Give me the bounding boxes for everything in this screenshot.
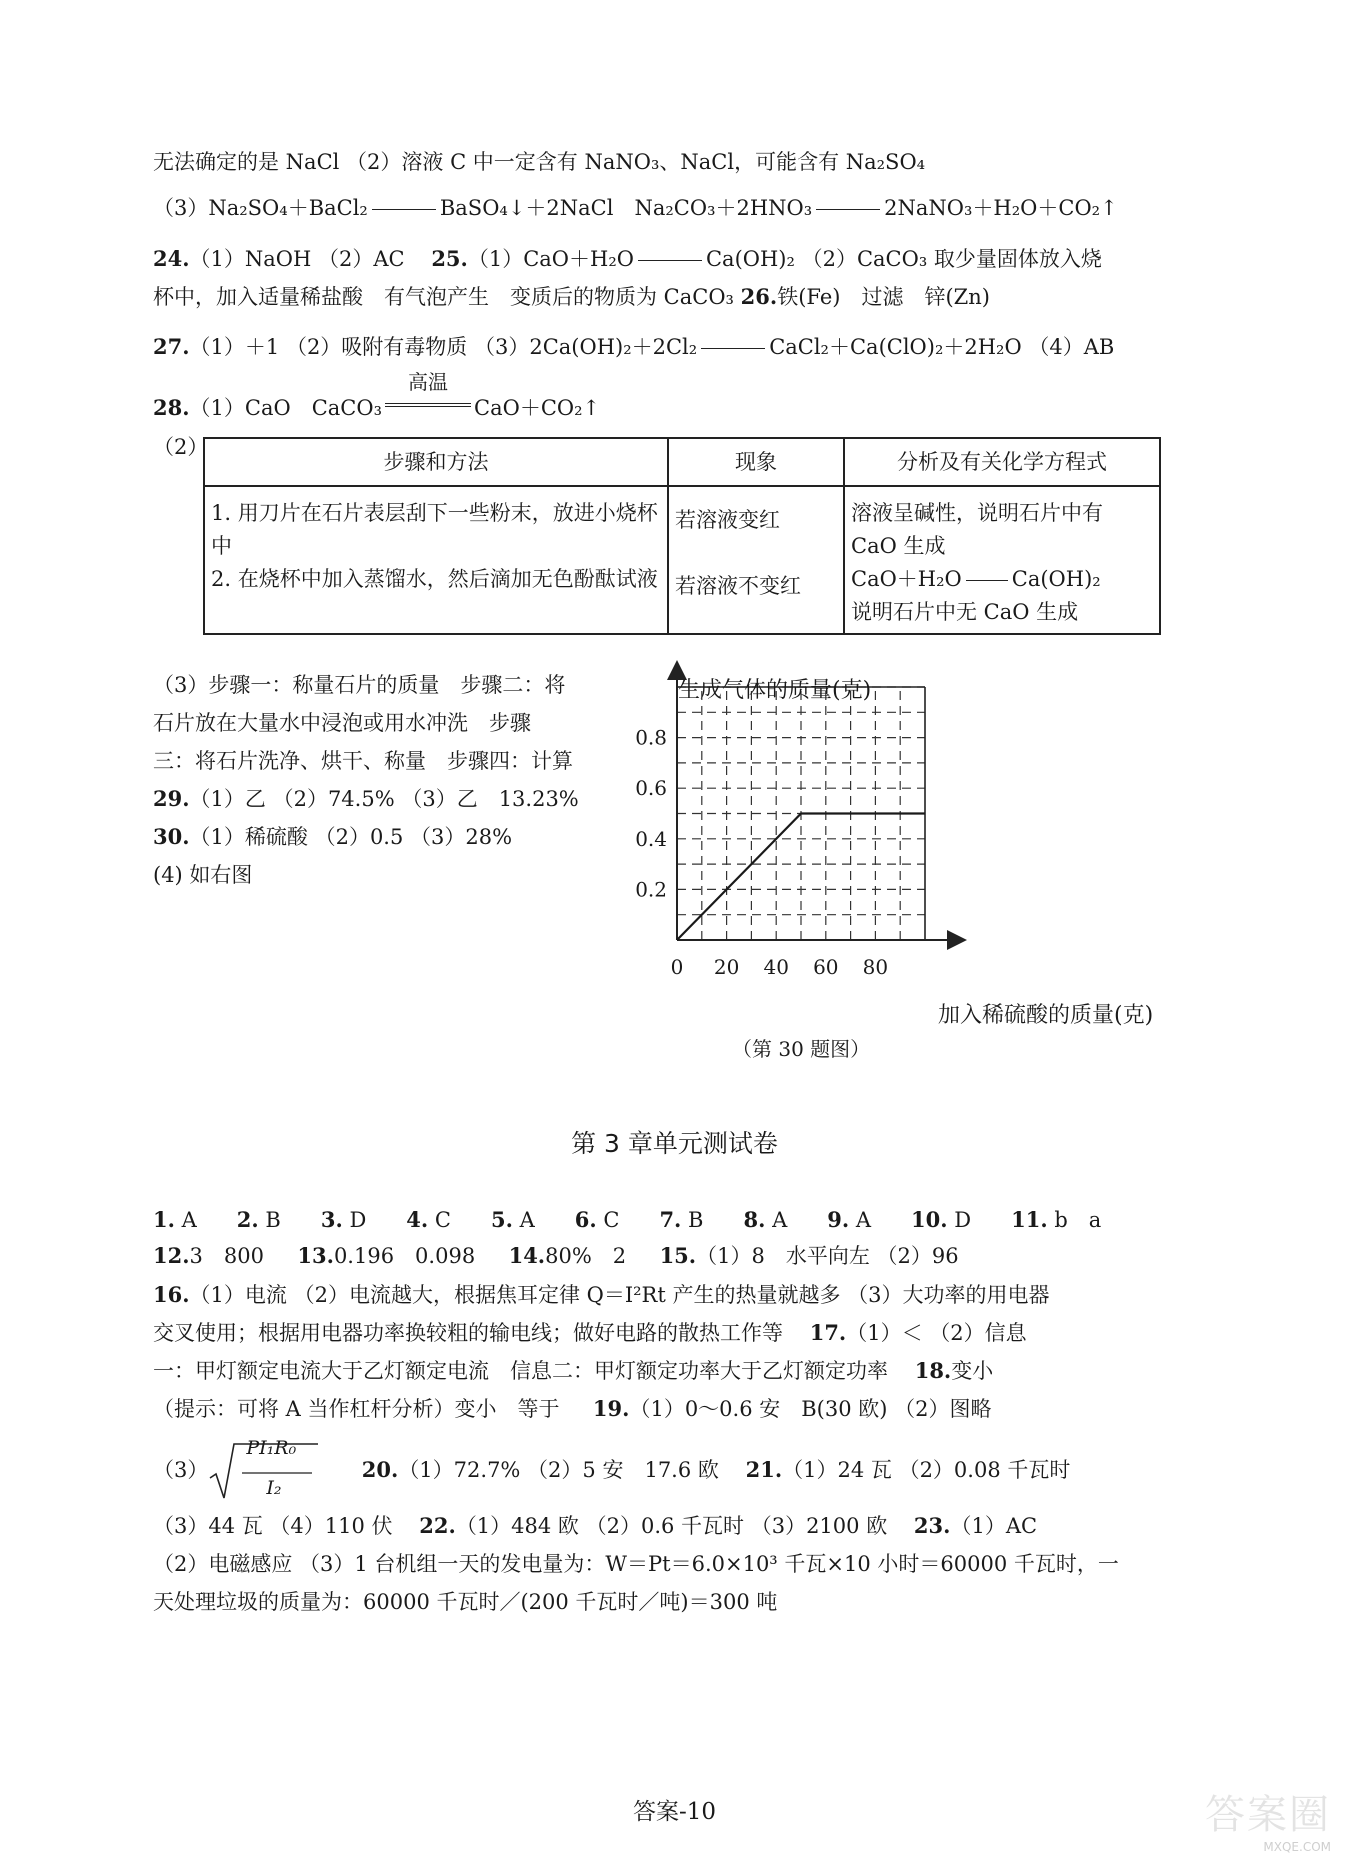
line-text: （2）电磁感应 （3）1 台机组一天的发电量为：W＝Pt＝6.0×10³ 千瓦×10 小时＝60000 千瓦时，一 [153, 1552, 1119, 1576]
line-text: 80% 2 [545, 1244, 627, 1268]
question-number: 5. [490, 1207, 513, 1232]
analysis-text: Ca(OH)₂ [1011, 567, 1101, 591]
line-text: 一：甲灯额定电流大于乙灯额定电流 信息二：甲灯额定功率大于乙灯额定功率 [153, 1359, 888, 1383]
answer-line [153, 1394, 992, 1424]
mc-answer [153, 1208, 197, 1232]
answer-line [153, 1511, 1037, 1541]
answer-value: D [342, 1208, 367, 1232]
line-text: 三：将石片洗净、烘干、称量 步骤四：计算 [153, 749, 573, 773]
table-header-row [204, 438, 1160, 486]
answer-line [153, 1280, 1050, 1310]
answer-line [153, 432, 208, 462]
steps-cell [204, 486, 668, 634]
x-tick-label: 80 [862, 955, 889, 979]
question-number: 12. [153, 1243, 190, 1268]
watermark [1205, 1783, 1331, 1854]
analysis-text: 溶液呈碱性，说明石片中有 CaO 生成 [851, 501, 1103, 558]
answer-line [153, 370, 601, 423]
question-number: 21. [745, 1457, 783, 1482]
page-number: 答案-10 [632, 1799, 717, 1825]
answer-line [153, 708, 531, 738]
line-text: （1）AC [950, 1514, 1038, 1538]
answer-value: D [947, 1208, 972, 1232]
x-tick-label: 0 [670, 955, 684, 979]
question-number: 14. [508, 1243, 546, 1268]
line-text: （1）CaO CaCO₃ [189, 396, 383, 420]
answer-value: C [428, 1208, 451, 1232]
step-text: 2. 在烧杯中加入蒸馏水，然后滴加无色酚酞试液 [211, 567, 658, 591]
line-text: CaCl₂＋Ca(ClO)₂＋2H₂O （4）AB [769, 335, 1115, 359]
question-number: 7. [659, 1207, 682, 1232]
mc-answer [321, 1208, 366, 1232]
line-text: （提示：可将 A 当作杠杆分析）变小 等于 [153, 1397, 560, 1421]
line-text: BaSO₄↓＋2NaCl Na₂CO₃＋2HNO₃ [439, 196, 813, 220]
line-text: （1）24 瓦 （2）0.08 千瓦时 [782, 1458, 1071, 1482]
column-header: 现象 [668, 438, 844, 486]
answer-line [153, 1549, 1119, 1579]
line-text: (4) 如右图 [153, 863, 253, 887]
equals-sign [372, 209, 436, 210]
line-text: 铁(Fe) 过滤 锌(Zn) [777, 285, 990, 309]
answer-value: A [512, 1208, 535, 1232]
line-text: （1）0～0.6 安 B(30 欧) （2）图略 [629, 1397, 992, 1421]
equals-sign [701, 348, 765, 349]
answer-value: B [258, 1208, 281, 1232]
question-number: 3. [320, 1207, 343, 1232]
answer-value: A [765, 1208, 788, 1232]
line-text: （3） [153, 1458, 209, 1482]
mc-answer [827, 1208, 871, 1232]
line-text: （1）稀硫酸 （2）0.5 （3）28% [189, 825, 513, 849]
line-text: 变小 [951, 1359, 994, 1383]
column-header: 分析及有关化学方程式 [844, 438, 1160, 486]
question-number: 22. [419, 1513, 456, 1538]
line-text: CaO＋CO₂↑ [474, 396, 601, 420]
answer-line [153, 1318, 1027, 1348]
question-number: 6. [574, 1207, 597, 1232]
question-number: 9. [827, 1207, 850, 1232]
question-number: 18. [914, 1358, 952, 1383]
condition-label: 高温 [408, 370, 449, 394]
line-text: 2NaNO₃＋H₂O＋CO₂↑ [884, 196, 1118, 220]
answer-line [153, 1356, 993, 1386]
line-text: 无法确定的是 NaCl （2）溶液 C 中一定含有 NaNO₃、NaCl，可能含有 Na₂SO₄ [153, 150, 926, 174]
x-tick-label: 40 [763, 955, 789, 979]
y-tick-label: 0.4 [635, 826, 667, 851]
reaction-condition [385, 370, 471, 423]
question-number: 4. [406, 1207, 429, 1232]
question-number: 19. [592, 1396, 630, 1421]
question-number: 10. [911, 1207, 948, 1232]
question-number: 20. [361, 1457, 399, 1482]
mc-answer [743, 1208, 787, 1232]
line-text: 天处理垃圾的质量为：60000 千瓦时／(200 千瓦时／吨)＝300 吨 [153, 1590, 778, 1614]
answer-line [153, 784, 579, 814]
x-tick-label: 60 [813, 955, 839, 979]
line-text: （2） [153, 435, 209, 459]
answer-line [153, 1241, 959, 1271]
phenomenon-text: 若溶液不变红 [675, 574, 801, 598]
answer-line [153, 670, 565, 700]
mc-answer [911, 1208, 971, 1232]
line-text: （1）484 欧 （2）0.6 千瓦时 （3）2100 欧 [455, 1514, 888, 1538]
question-number: 1. [153, 1207, 175, 1232]
y-tick-label: 0.6 [635, 776, 667, 801]
column-header: 步骤和方法 [204, 438, 668, 486]
answer-line [153, 1436, 1071, 1502]
answer-value: B [681, 1208, 704, 1232]
line-text: （1）CaO＋H₂O [467, 247, 634, 271]
mc-answer [575, 1208, 620, 1232]
answer-line [153, 282, 990, 312]
question-number: 8. [743, 1207, 766, 1232]
answer-line [153, 1587, 777, 1617]
answer-line [153, 147, 925, 177]
phenomenon-cell [668, 486, 844, 634]
question-number: 15. [659, 1243, 697, 1268]
question-number: 24. [153, 246, 190, 271]
question-number: 23. [913, 1513, 951, 1538]
equals-sign [638, 260, 702, 261]
answer-line [153, 1205, 1141, 1235]
phenomenon-text: 若溶液变红 [675, 508, 780, 532]
line-text: Ca(OH)₂ （2）CaCO₃ 取少量固体放入烧 [705, 247, 1102, 271]
mc-answer [491, 1208, 535, 1232]
line-text: （3）44 瓦 （4）110 伏 [153, 1514, 393, 1538]
line-text: 石片放在大量水中浸泡或用水冲洗 步骤 [153, 711, 531, 735]
chapter-title: 第 3 章单元测试卷 [571, 1129, 778, 1158]
analysis-text: CaO＋H₂O [851, 567, 962, 591]
step-text: 1. 用刀片在石片表层刮下一些粉末，放进小烧杯中 [211, 501, 658, 558]
question-number: 28. [153, 395, 190, 420]
question-number: 26. [740, 284, 778, 309]
analysis-text: 说明石片中无 CaO 生成 [851, 600, 1079, 624]
answer-line [153, 860, 252, 890]
sqrt-fraction [208, 1436, 328, 1502]
question-number: 29. [153, 786, 190, 811]
line-text: （1）8 水平向左 （2）96 [696, 1244, 959, 1268]
y-tick-label: 0.8 [635, 725, 667, 750]
fraction-numerator: PI₁R₀ [246, 1436, 297, 1459]
mass-chart [620, 660, 1200, 1070]
line-text: （1）＋1 （2）吸附有毒物质 （3）2Ca(OH)₂＋2Cl₂ [189, 335, 698, 359]
question-number: 13. [297, 1243, 334, 1268]
line-text: 交叉使用；根据用电器功率换较粗的输电线；做好电路的散热工作等 [153, 1321, 783, 1345]
line-text: （3）Na₂SO₄＋BaCl₂ [153, 196, 368, 220]
question-number: 17. [809, 1320, 847, 1345]
chart-axes [677, 670, 957, 940]
mc-answer [237, 1208, 281, 1232]
answer-line [153, 822, 512, 852]
equals-sign [816, 209, 880, 210]
answer-value: C [596, 1208, 620, 1232]
mc-answer [1011, 1208, 1101, 1232]
line-text: （1）乙 （2）74.5% （3）乙 13.23% [189, 787, 579, 811]
line-text: （1）72.7% （2）5 安 17.6 欧 [398, 1458, 719, 1482]
answer-value: A [174, 1208, 197, 1232]
equals-sign [966, 580, 1008, 581]
mc-answer [659, 1208, 703, 1232]
line-text: （1）NaOH （2）AC [189, 247, 405, 271]
line-text: 3 800 [189, 1244, 264, 1268]
line-text: （1）＜ （2）信息 [846, 1321, 1027, 1345]
question-number: 27. [153, 334, 190, 359]
analysis-cell [844, 486, 1160, 634]
question-number: 25. [431, 246, 468, 271]
chart-caption: （第 30 题图） [732, 1037, 871, 1061]
watermark-url: MXQE.COM [1263, 1840, 1331, 1854]
answer-line [153, 244, 1102, 274]
line-text: （1）电流 （2）电流越大，根据焦耳定律 Q＝I²Rt 产生的热量就越多 （3）大功率的用电器 [189, 1283, 1050, 1307]
x-tick-label: 20 [713, 955, 740, 979]
line-text: 杯中，加入适量稀盐酸 有气泡产生 变质后的物质为 CaCO₃ [153, 285, 734, 309]
question-number: 11. [1011, 1207, 1048, 1232]
line-text: （3）步骤一：称量石片的质量 步骤二：将 [153, 673, 566, 697]
table-row [204, 486, 1160, 634]
fraction-denominator: I₂ [266, 1476, 282, 1499]
experiment-table [203, 437, 1161, 635]
watermark-logo: 答案圈 [1205, 1792, 1331, 1838]
answer-line [153, 746, 573, 776]
line-text: 0.196 0.098 [333, 1244, 476, 1268]
answer-value: A [849, 1208, 872, 1232]
mc-answer [406, 1208, 451, 1232]
question-number: 2. [236, 1207, 259, 1232]
analysis-equation [851, 563, 1153, 596]
y-tick-label: 0.2 [635, 877, 667, 902]
question-number: 16. [153, 1282, 190, 1307]
x-axis-label: 加入稀硫酸的质量(克) [938, 1003, 1154, 1028]
answer-value: b a [1047, 1208, 1102, 1232]
question-number: 30. [153, 824, 190, 849]
y-axis-label: 生成气体的质量(克) [678, 678, 872, 703]
answer-line [153, 193, 1118, 223]
answer-line [153, 332, 1114, 362]
